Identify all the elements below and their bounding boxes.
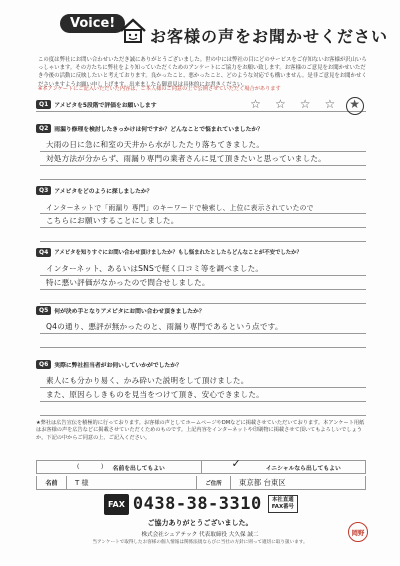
question-6-text: 実際に弊社担当者がお伺いしていかがでしたか？ (54, 362, 182, 369)
question-1-text: アメピタを5段階で評価をお願いします (54, 102, 157, 109)
answer-line (40, 138, 366, 152)
name-row (36, 476, 366, 490)
star-icon: ☆ (299, 97, 311, 111)
notice-text (38, 85, 368, 92)
answer-6-line-2: また、原因らしきものを見当をつけて頂き、安心できました。 (46, 390, 264, 399)
consent-option-name[interactable] (37, 461, 202, 473)
question-6-head (36, 358, 366, 370)
question-4-head (36, 246, 366, 258)
question-6 (36, 358, 366, 416)
star-selected-icon: ★ (349, 97, 360, 111)
question-5-text: 何が決め手となりアメピタにお問い合わせ頂きましたか？ (54, 308, 205, 315)
consent-row (36, 457, 366, 474)
answer-line (40, 152, 366, 166)
question-1 (36, 98, 366, 112)
question-5 (36, 304, 366, 348)
answer-line (40, 262, 366, 276)
company-text: 株式会社シェアテック 代表取締役 大久保 誠二 (141, 532, 259, 538)
answer-line (40, 166, 366, 180)
intro-text: この度は弊社にお問い合わせいただき誠にありがとうございました。世の中には弊社の目にどのサービスをご存知ないお客様が沢山いらっしゃいます。その方たちに弊社をより知っていただくためのアンケートにご協力をお願い致します。お客様のご意見をお聞かせいただき今後の活動に反映したいと考えております。良かったこと、悪かったこと、どのような対応でも構いません。是非ご意見をお聞かせくださいますようお願い申し上げます。出来ましたら御意見は具体的にお書きください。 (38, 57, 367, 88)
close-paren: ) (101, 464, 104, 470)
answer-line (40, 402, 366, 416)
star-icon: ☆ (250, 97, 261, 111)
address-value[interactable]: 東京都 台東区 (239, 478, 286, 487)
fax-block (104, 492, 298, 516)
rating-stars (250, 97, 360, 111)
question-3-number: Q3 (36, 186, 51, 195)
thanks-text: ご協力ありがとうございました。 (147, 519, 253, 527)
answer-line (40, 228, 366, 242)
consent-option-initial-label: イニシャルなら出してもよい (265, 465, 341, 472)
address-label: ご住所 (197, 476, 231, 489)
consent-option-name-label: 名前を出してもよい (112, 465, 165, 472)
answer-line (40, 290, 366, 304)
question-4 (36, 246, 366, 304)
answer-line (40, 334, 366, 348)
answer-3-line-2: こちらにお願いすることにしました。 (46, 216, 179, 225)
answer-6-line-1: 素人にも分かり易く、かみ砕いた説明をして頂けました。 (46, 376, 249, 385)
question-3-head (36, 184, 366, 196)
answer-line (40, 374, 366, 388)
question-4-number: Q4 (36, 248, 51, 257)
question-5-head (36, 304, 366, 316)
answer-2-line-1: 大雨の日に急に和室の天井から水がしたたり落ちてきました。 (46, 140, 265, 149)
fax-label: FAX (104, 494, 129, 515)
answer-3-line-1: インターネットで「雨漏り 専門」のキーワードで検索し、上位に表示されていたので (46, 204, 314, 212)
fax-number: 0438-38-3310 (132, 494, 262, 514)
open-paren: ( (77, 464, 80, 470)
name-label: 名前 (37, 476, 67, 489)
consent-option-initial[interactable] (202, 457, 366, 473)
question-2-head (36, 122, 366, 134)
publication-note: ★弊社は広告宣伝を積極的に行っております。お客様の声としてホームページやDMなどに掲載させていただいております。本アンケート用紙はお客様の声を広告などに掲載させていただくためのものです。上記内容をインターネットや印刷物に掲載させて頂いてもよろしいでしょうか。下記の中からご同意の上、ご記入ください。 (36, 420, 365, 441)
check-icon: ✓ (231, 457, 241, 470)
answer-2-line-2: 対処方法が分からず、雨漏り専門の業者さんに見て頂きたいと思っていました。 (46, 154, 326, 163)
answer-line (40, 200, 366, 214)
answer-line (40, 276, 366, 290)
question-2-number: Q2 (36, 124, 51, 133)
answer-5-line-1: Q4の通り、悪評が無かったのと、雨漏り専門であるという点です。 (46, 322, 283, 331)
question-1-number: Q1 (36, 100, 51, 109)
voice-badge: Voice! (60, 14, 125, 33)
question-6-number: Q6 (36, 360, 51, 369)
answer-line (40, 214, 366, 228)
fax-note-line-2: FAX番号 (271, 504, 294, 510)
seal-stamp: 岡野 (348, 522, 368, 542)
question-3-text: アメピタをどのように探しましたか？ (54, 188, 153, 195)
answer-4-line-2: 特に悪い評価がなかったので問合せしました。 (46, 278, 210, 287)
star-icon: ☆ (324, 97, 336, 111)
question-5-number: Q5 (36, 306, 51, 315)
question-2-text: 雨漏り修理を検討したきっかけは何ですか？どんなことで悩まれていましたか？ (54, 126, 263, 133)
header (60, 10, 389, 52)
page-title: お客様の声をお聞かせください (150, 27, 389, 46)
answer-line (40, 388, 366, 402)
question-4-text: アメピタを知りすぐにお問い合わせ頂けましたか？もし悩まれたとしたらどんなことが不安でしたか？ (54, 250, 302, 256)
fax-note-line-1: 本社直通 (272, 497, 294, 503)
question-2 (36, 122, 366, 180)
answer-line (40, 320, 366, 334)
answer-4-line-1: インターネット、あるいはSNSで軽く口コミ等を調べました。 (46, 264, 264, 273)
privacy-text: 当アンケートで取得したお客様の個人情報は関係法規ならびに当社の方針に則って適切に取り扱います。 (92, 540, 308, 545)
star-icon: ☆ (274, 97, 286, 111)
name-value[interactable]: T 様 (67, 476, 197, 489)
question-3 (36, 184, 366, 242)
fax-note (268, 495, 298, 513)
notice-red: ※本アンケートにご記入いただいた内容は、ご本人様のご同意の上で公開させていただく場合があります (38, 86, 281, 92)
house-icon (118, 16, 148, 46)
